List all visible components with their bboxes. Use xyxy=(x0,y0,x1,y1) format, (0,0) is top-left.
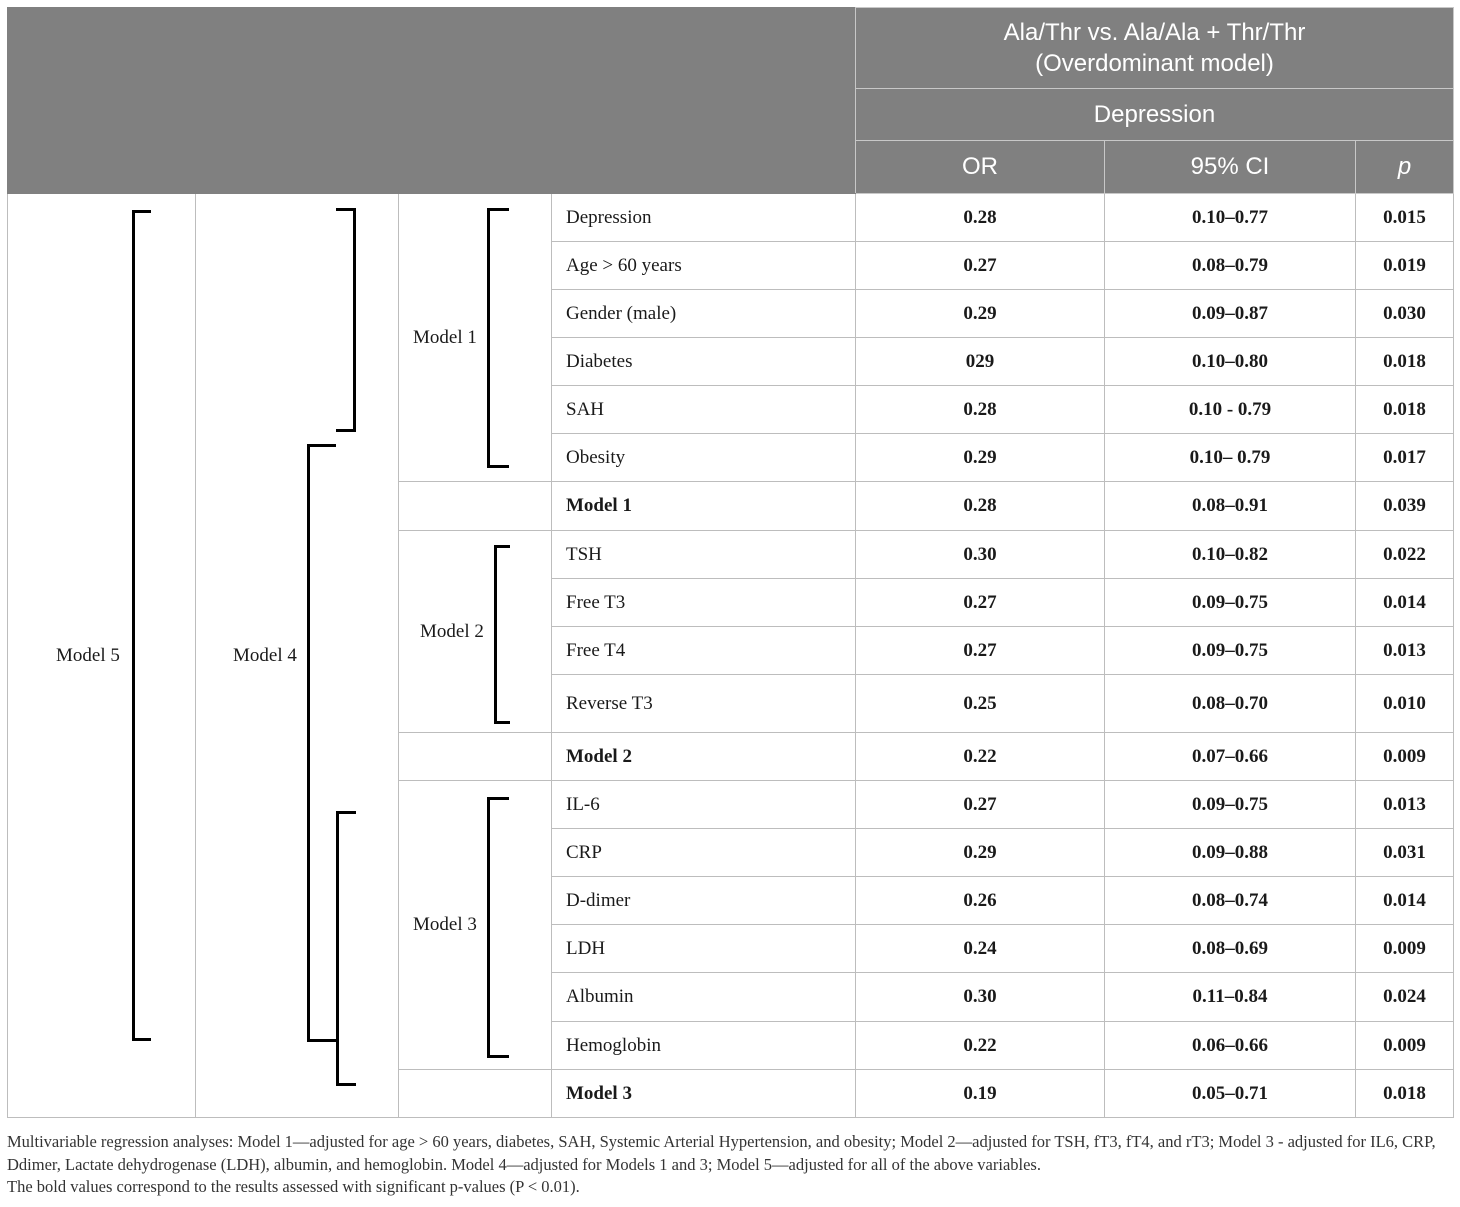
row-label: LDH xyxy=(552,925,856,973)
or-value: 0.29 xyxy=(856,434,1105,482)
row-label: Model 2 xyxy=(552,733,856,781)
comparison-header xyxy=(856,8,1454,89)
row-label: Diabetes xyxy=(552,338,856,386)
model1-label: Model 1 xyxy=(399,194,552,482)
model1-set-bracket xyxy=(336,208,356,432)
p-value: 0.013 xyxy=(1356,627,1454,675)
or-value: 0.27 xyxy=(856,242,1105,290)
p-value: 0.022 xyxy=(1356,531,1454,579)
ci-value: 0.10–0.77 xyxy=(1105,194,1356,242)
header-blank xyxy=(8,8,856,194)
p-column-header: p xyxy=(1356,141,1454,194)
or-value: 0.24 xyxy=(856,925,1105,973)
or-value: 0.29 xyxy=(856,829,1105,877)
ci-value: 0.09–0.88 xyxy=(1105,829,1356,877)
row-label: IL-6 xyxy=(552,781,856,829)
table-row xyxy=(8,194,1454,242)
or-value: 0.19 xyxy=(856,1070,1105,1118)
or-value: 0.27 xyxy=(856,627,1105,675)
p-value: 0.024 xyxy=(1356,973,1454,1022)
row-label: Gender (male) xyxy=(552,290,856,338)
model-title: (Overdominant model) xyxy=(1035,50,1274,77)
or-value: 0.28 xyxy=(856,386,1105,434)
spacer-cell xyxy=(399,1070,552,1118)
ci-value: 0.08–0.74 xyxy=(1105,877,1356,925)
model3-label: Model 3 xyxy=(399,781,552,1070)
row-label: Model 1 xyxy=(552,482,856,531)
ci-value: 0.06–0.66 xyxy=(1105,1022,1356,1070)
ci-value: 0.08–0.69 xyxy=(1105,925,1356,973)
ci-value: 0.11–0.84 xyxy=(1105,973,1356,1022)
model1-bracket xyxy=(487,208,509,468)
or-value: 0.30 xyxy=(856,973,1105,1022)
regression-table xyxy=(7,7,1454,1118)
row-label: Depression xyxy=(552,194,856,242)
ci-value: 0.09–0.75 xyxy=(1105,579,1356,627)
row-label: TSH xyxy=(552,531,856,579)
model2-bracket xyxy=(494,545,510,724)
outcome-header: Depression xyxy=(856,89,1454,141)
or-value: 0.26 xyxy=(856,877,1105,925)
ci-value: 0.10– 0.79 xyxy=(1105,434,1356,482)
footnote-bold: The bold values correspond to the results assessed with significant p-values (P < 0.01). xyxy=(7,1177,580,1196)
p-value: 0.039 xyxy=(1356,482,1454,531)
row-label: Reverse T3 xyxy=(552,675,856,733)
ci-value: 0.08–0.70 xyxy=(1105,675,1356,733)
or-value: 0.22 xyxy=(856,733,1105,781)
or-value: 0.27 xyxy=(856,579,1105,627)
row-label: D-dimer xyxy=(552,877,856,925)
or-value: 0.25 xyxy=(856,675,1105,733)
model5-bracket xyxy=(132,210,151,1041)
p-value: 0.031 xyxy=(1356,829,1454,877)
row-label: SAH xyxy=(552,386,856,434)
comparison-title: Ala/Thr vs. Ala/Ala + Thr/Thr xyxy=(1003,19,1306,46)
p-value: 0.013 xyxy=(1356,781,1454,829)
spacer-cell xyxy=(399,733,552,781)
ci-value: 0.10–0.80 xyxy=(1105,338,1356,386)
model3-set-bracket xyxy=(336,811,356,1086)
ci-value: 0.10 - 0.79 xyxy=(1105,386,1356,434)
p-value: 0.009 xyxy=(1356,1022,1454,1070)
ci-value: 0.09–0.75 xyxy=(1105,781,1356,829)
p-value: 0.010 xyxy=(1356,675,1454,733)
row-label: CRP xyxy=(552,829,856,877)
ci-value: 0.08–0.79 xyxy=(1105,242,1356,290)
ci-value: 0.09–0.75 xyxy=(1105,627,1356,675)
p-value: 0.018 xyxy=(1356,338,1454,386)
p-value: 0.014 xyxy=(1356,877,1454,925)
model4-bracket xyxy=(307,444,336,1042)
p-value: 0.017 xyxy=(1356,434,1454,482)
p-value: 0.018 xyxy=(1356,1070,1454,1118)
model5-label: Model 5 xyxy=(8,194,196,1118)
row-label: Age > 60 years xyxy=(552,242,856,290)
spacer-cell xyxy=(399,482,552,531)
p-value: 0.014 xyxy=(1356,579,1454,627)
or-value: 0.29 xyxy=(856,290,1105,338)
ci-column-header: 95% CI xyxy=(1105,141,1356,194)
or-value: 029 xyxy=(856,338,1105,386)
ci-value: 0.08–0.91 xyxy=(1105,482,1356,531)
or-value: 0.22 xyxy=(856,1022,1105,1070)
model4-label: Model 4 xyxy=(196,194,399,1118)
ci-value: 0.05–0.71 xyxy=(1105,1070,1356,1118)
ci-value: 0.07–0.66 xyxy=(1105,733,1356,781)
or-value: 0.28 xyxy=(856,194,1105,242)
p-value: 0.009 xyxy=(1356,733,1454,781)
p-value: 0.030 xyxy=(1356,290,1454,338)
ci-value: 0.10–0.82 xyxy=(1105,531,1356,579)
table-footnotes xyxy=(7,1131,1453,1199)
p-value: 0.009 xyxy=(1356,925,1454,973)
p-value: 0.019 xyxy=(1356,242,1454,290)
model3-bracket xyxy=(487,797,509,1058)
or-value: 0.28 xyxy=(856,482,1105,531)
ci-value: 0.09–0.87 xyxy=(1105,290,1356,338)
or-value: 0.30 xyxy=(856,531,1105,579)
row-label: Obesity xyxy=(552,434,856,482)
p-value: 0.015 xyxy=(1356,194,1454,242)
row-label: Model 3 xyxy=(552,1070,856,1118)
model2-label: Model 2 xyxy=(399,531,552,733)
p-value: 0.018 xyxy=(1356,386,1454,434)
row-label: Free T4 xyxy=(552,627,856,675)
row-label: Free T3 xyxy=(552,579,856,627)
row-label: Hemoglobin xyxy=(552,1022,856,1070)
row-label: Albumin xyxy=(552,973,856,1022)
or-value: 0.27 xyxy=(856,781,1105,829)
results-table-container xyxy=(7,7,1453,1118)
or-column-header: OR xyxy=(856,141,1105,194)
footnote-models: Multivariable regression analyses: Model 1—adjusted for age > 60 years, diabetes, SAH, Systemic Arterial Hypertension, and obesity; Model 2—adjusted for TSH, fT3, fT4, and rT3; Model 3 - adjusted for IL6, CRP, Ddimer, Lactate dehydrogenase (LDH), albumin, and hemoglobin. Model 4—adjusted for Models 1 and 3; Model 5—adjusted for all of the above variables. xyxy=(7,1132,1436,1174)
